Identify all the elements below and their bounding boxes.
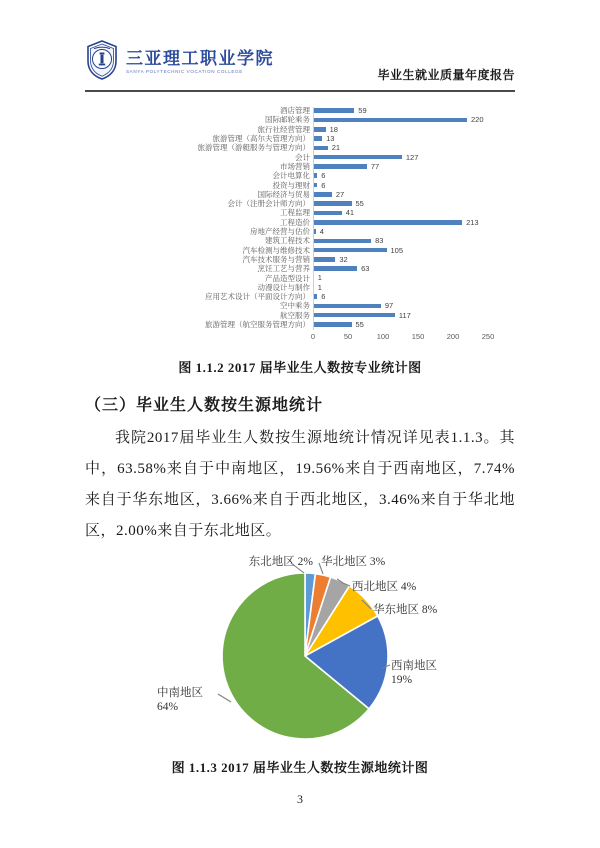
pie-chart-canvas	[0, 553, 600, 753]
bar-row	[80, 320, 530, 329]
bar-category-label: 旅游管理（航空服务管理方向）	[205, 319, 310, 329]
bar	[313, 201, 352, 206]
bar-value-label: 32	[339, 254, 348, 264]
bar-category-label: 应用艺术设计（平面设计方向）	[205, 292, 310, 302]
pie-slice-label: 东北地区 2%	[248, 556, 313, 569]
pie-leader-line	[218, 694, 231, 702]
bar-category-label: 旅游管理（游艇服务与管理方向）	[197, 143, 310, 153]
bar-category-label: 汽车检测与维修技术	[242, 245, 310, 255]
x-axis-tick-label: 50	[343, 332, 353, 342]
x-axis-tick-label: 100	[376, 332, 390, 342]
bar	[313, 192, 332, 197]
bar-value-label: 1	[317, 273, 322, 283]
bar-category-label: 国际经济与贸易	[257, 189, 310, 199]
bar-value-label: 59	[358, 106, 367, 116]
bar-category-label: 市场营销	[280, 161, 310, 171]
bar	[313, 322, 352, 327]
college-name-cn: 三亚理工职业学院	[126, 49, 274, 69]
bar	[313, 211, 342, 216]
bar-value-label: 21	[331, 143, 341, 153]
major-bar-chart	[80, 106, 530, 345]
pie-slice-label: 西南地区 19%	[391, 660, 437, 687]
bar-value-label: 1	[317, 282, 322, 292]
bar-chart-axis-line	[313, 107, 314, 330]
bar-category-label: 空中乘务	[280, 301, 310, 311]
bar-value-label: 97	[384, 301, 394, 311]
section-heading: （三）毕业生人数按生源地统计	[85, 397, 324, 415]
x-axis-tick-label: 250	[481, 332, 495, 342]
bar	[313, 136, 322, 141]
bar	[313, 146, 328, 151]
bar-value-label: 213	[466, 217, 479, 227]
bar-category-label: 产品造型设计	[265, 273, 310, 283]
bar-value-label: 220	[471, 115, 484, 125]
region-pie-chart	[0, 553, 600, 753]
pie-slice-label: 华东地区 8%	[373, 604, 438, 617]
pie-slice-label: 华北地区 3%	[321, 556, 386, 569]
bar	[313, 155, 402, 160]
bar-chart-caption: 图 1.1.2 2017 届毕业生人数按专业统计图	[178, 360, 422, 376]
body-paragraph: 我院2017届毕业生人数按生源地统计情况详见表1.1.3。其中，63.58%来自于中南地区，19.56%来自于西南地区，7.74%来自于华东地区，3.66%来自于西北地区，3.46%来自于华北地区，2.00%来自于东北地区。	[85, 430, 515, 540]
bar-value-label: 63	[361, 264, 370, 274]
bar	[313, 164, 367, 169]
bar-value-label: 6	[321, 171, 326, 181]
bar-value-label: 105	[390, 245, 404, 255]
bar-value-label: 127	[405, 152, 419, 162]
bar-value-label: 77	[370, 161, 380, 171]
report-title: 毕业生就业质量年度报告	[377, 68, 515, 82]
bar-value-label: 27	[335, 189, 345, 199]
college-brand	[85, 40, 274, 85]
bar-value-label: 4	[319, 227, 324, 236]
bar-category-label: 烹饪工艺与营养	[257, 264, 310, 274]
bar	[313, 248, 387, 253]
bar	[313, 304, 381, 309]
bar	[313, 239, 371, 244]
bar-category-label: 航空服务	[280, 310, 310, 320]
bar-category-label: 旅游管理（高尔夫管理方向）	[212, 134, 310, 144]
page-header	[85, 40, 515, 92]
bar-chart-x-axis	[310, 332, 530, 345]
bar-value-label: 41	[345, 208, 355, 218]
pie-slice-label: 西北地区 4%	[352, 581, 417, 594]
bar	[313, 266, 357, 271]
bar-category-label: 建筑工程技术	[265, 236, 310, 246]
pie-chart-caption: 图 1.1.3 2017 届毕业生人数按生源地统计图	[171, 760, 429, 776]
x-axis-tick-label: 200	[446, 332, 460, 342]
x-axis-tick-label: 0	[310, 332, 316, 342]
bar-category-label: 汽车技术服务与营销	[242, 254, 310, 264]
bar-value-label: 55	[355, 319, 364, 329]
bar-category-label: 酒店管理	[280, 106, 310, 116]
college-shield-logo-icon	[85, 40, 119, 85]
bar-category-label: 会计	[295, 152, 310, 162]
bar-category-label: 工程造价	[280, 217, 310, 227]
bar-value-label: 18	[329, 124, 338, 134]
bar-value-label: 55	[355, 199, 364, 209]
bar	[313, 257, 335, 262]
bar-category-label: 投资与理财	[272, 180, 310, 190]
bar	[313, 127, 326, 132]
page-number: 3	[297, 792, 303, 807]
x-axis-tick-label: 150	[411, 332, 425, 342]
college-name-en: SANYA POLYTECHNIC VOCATION COLLEGE	[126, 69, 243, 75]
bar-category-label: 房地产经营与估价	[250, 227, 310, 237]
bar-category-label: 动漫设计与制作	[257, 282, 310, 292]
bar	[313, 118, 467, 123]
bar	[313, 220, 462, 225]
pie-slice-label: 中南地区 64%	[157, 687, 203, 714]
bar-value-label: 13	[326, 134, 335, 144]
bar-value-label: 117	[398, 310, 411, 320]
bar-category-label: 会计电算化	[272, 171, 310, 181]
bar-category-label: 会计（注册会计师方向）	[227, 199, 310, 209]
bar-value-label: 83	[375, 236, 384, 246]
bar-category-label: 旅行社经营管理	[257, 124, 310, 134]
bar-category-label: 工程监理	[280, 208, 310, 218]
bar-chart-rows	[80, 106, 530, 329]
bar-category-label: 国际邮轮乘务	[265, 115, 310, 125]
bar	[313, 313, 395, 318]
bar	[313, 108, 354, 113]
bar-value-label: 6	[321, 180, 326, 190]
bar-value-label: 6	[321, 292, 326, 302]
